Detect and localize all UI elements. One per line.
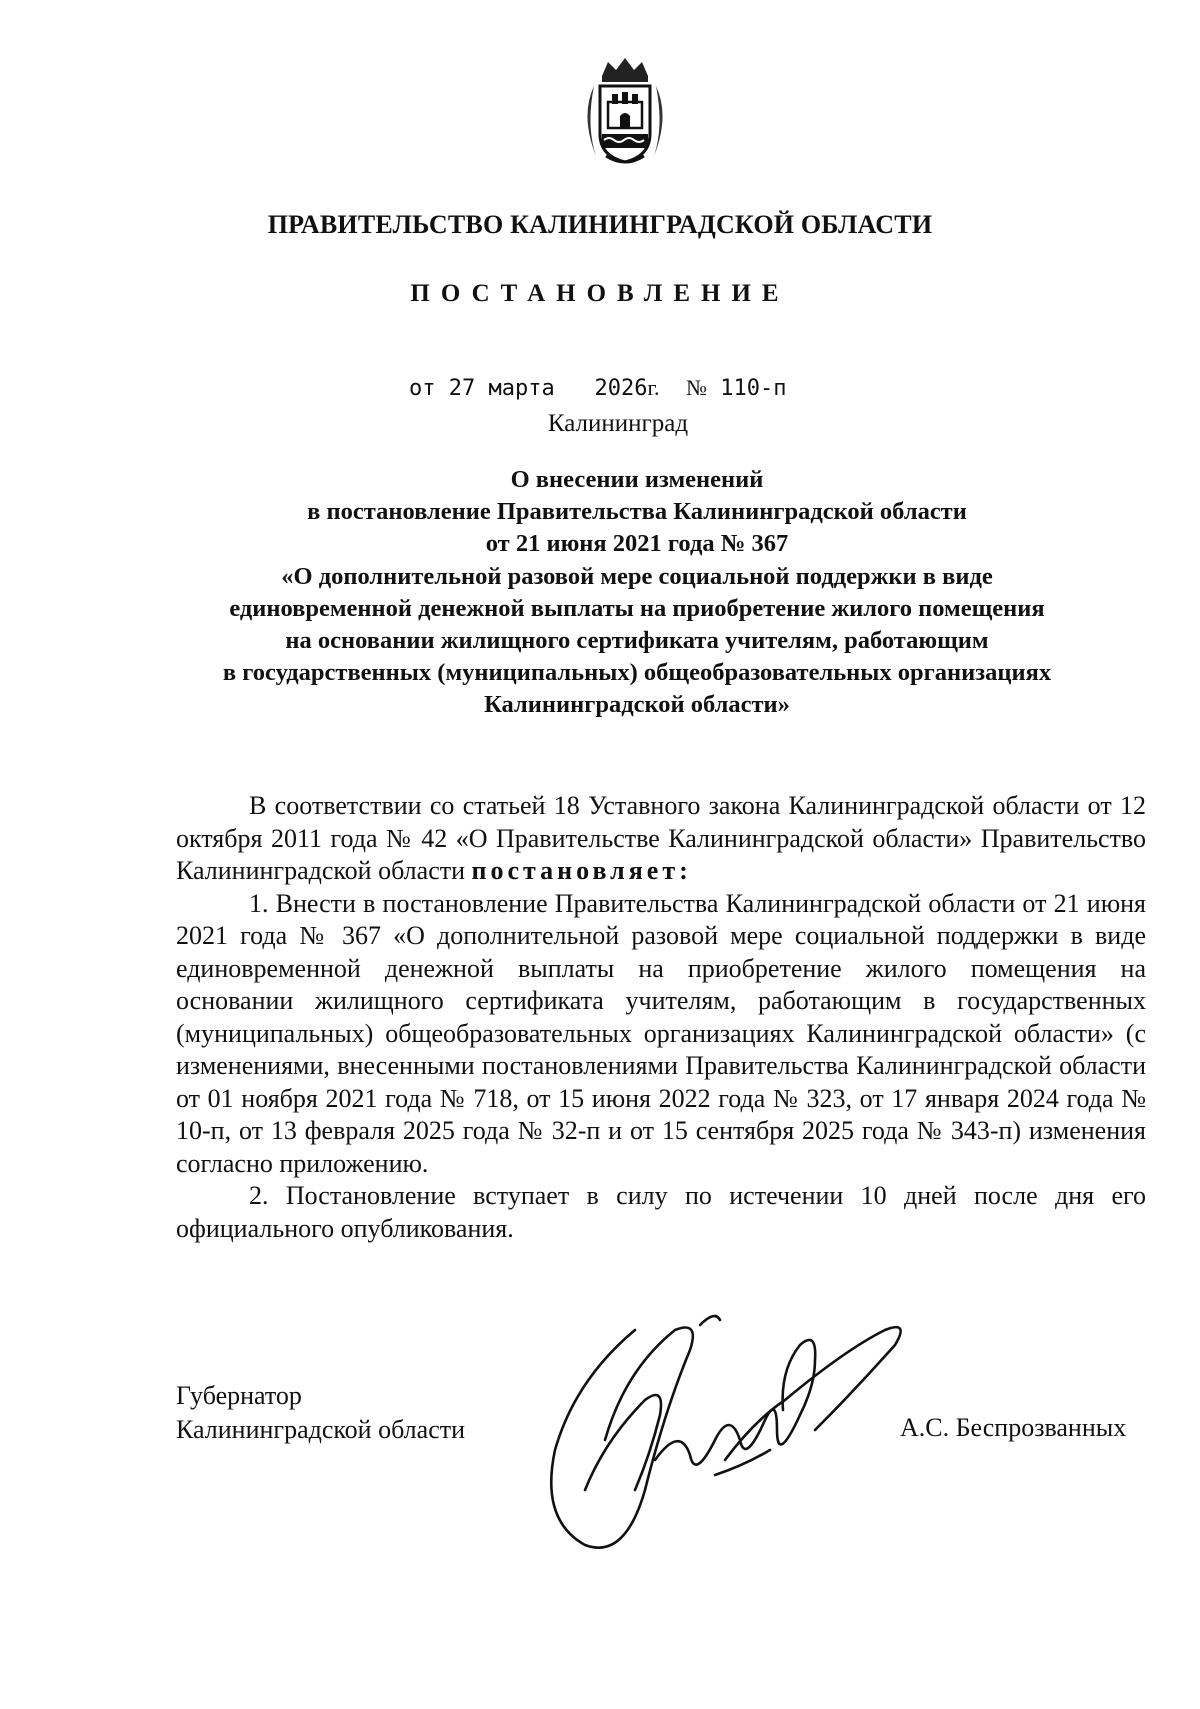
number-sign: № [686,375,708,400]
title-line: Калининградской области» [484,691,790,719]
preamble-text: В соответствии со статьей 18 Уставного закона Калининградской области от 12 октября 2011 года № 42 «О Правительстве Калининградской области» Правительство Калининградской области [176,791,1146,885]
item-2-paragraph: 2. Постановление вступает в силу по истечении 10 дней после дня его официального опубликования. [176,1181,1146,1243]
handwritten-signature-icon [515,1290,915,1590]
document-title [160,464,1114,722]
coat-of-arms-icon [572,56,678,168]
document-type: ПОСТАНОВЛЕНИЕ [410,280,790,307]
position-line: Калининградской области [176,1415,466,1444]
title-line: единовременной денежной выплаты на приобретение жилого помещения [229,594,1045,622]
title-line: в государственных (муниципальных) общеобразовательных организациях [222,659,1052,687]
date-month: марта [488,376,555,401]
organization-title: ПРАВИТЕЛЬСТВО КАЛИНИНГРАДСКОЙ ОБЛАСТИ [267,210,933,239]
signatory-name: А.С. Беспрозванных [900,1413,1127,1442]
document-number: 110-п [720,376,787,401]
city: Калининград [547,410,689,437]
signatory-position [176,1379,465,1447]
title-line: О внесении изменений [510,466,764,493]
title-line: «О дополнительной разовой мере социальной поддержки в виде [281,562,993,590]
document-date-number [409,375,787,401]
item-1-paragraph: 1. Внести в постановление Правительства Калининградской области от 21 июня 2021 года № 367 «О дополнительной разовой мере социальной поддержки в виде единовременной денежной выплаты на приобретение жилого помещения на основании жилищного сертификата учителям, работающим в государственных (муниципальных) общеобразовательных организациях Калининградской области» (с изменениями, внесенными постановлениями Правительства Калининградской области от 01 ноября 2021 года № 718, от 15 июня 2022 года № 323, от 17 января 2024 года № 10-п, от 13 февраля 2025 года № 32-п и от 15 сентября 2025 года № 343-п) изменения согласно приложению. [176,888,1146,1178]
resolves-word: постановляет: [471,856,692,885]
date-day: 27 [448,376,476,401]
date-prefix: от [409,376,436,401]
title-line: в постановление Правительства Калининградской области [307,498,967,526]
document-body [176,790,1146,1245]
title-line: на основании жилищного сертификата учителям, работающим [285,627,989,655]
position-line: Губернатор [176,1381,302,1410]
date-year: 2026 [594,376,648,401]
preamble-paragraph [176,790,1146,888]
date-year-suffix: г. [647,375,660,400]
title-line: от 21 июня 2021 года № 367 [485,530,789,558]
